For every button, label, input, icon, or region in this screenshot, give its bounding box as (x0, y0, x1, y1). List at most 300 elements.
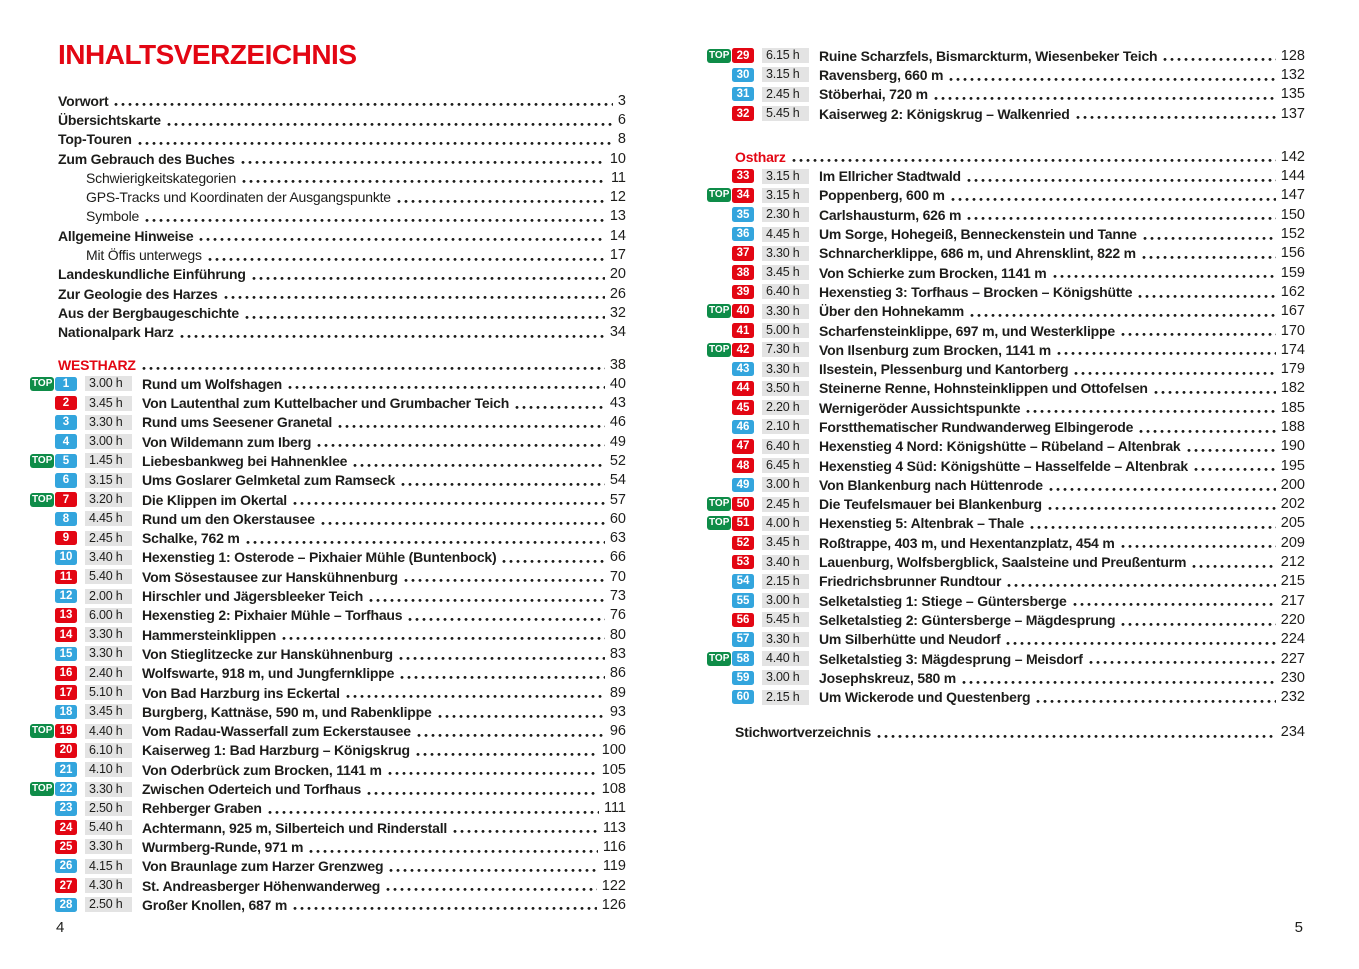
page-number: 70 (609, 568, 626, 585)
page-number: 113 (602, 819, 626, 836)
tour-title: Von Stieglitzecke zur Hanskühnenburg (142, 645, 393, 662)
tour-duration: 3.30 h (85, 839, 132, 854)
tour-row (30, 644, 626, 663)
tour-duration: 2.15 h (762, 690, 809, 705)
tour-row (30, 818, 626, 837)
tour-title: Von Bad Harzburg ins Eckertal (142, 684, 340, 701)
page-number: 122 (601, 877, 626, 894)
top-badge-slot (30, 479, 55, 481)
tour-number-badge: 39 (732, 285, 754, 300)
dotted-leader (949, 77, 1276, 82)
top-badge-slot (707, 484, 732, 486)
top-badge-slot (707, 677, 732, 679)
tour-duration: 6.45 h (762, 458, 809, 473)
top-badge-slot (30, 441, 55, 443)
front-matter-label: Landeskundliche Einführung (58, 266, 246, 283)
right-folio: 5 (1294, 919, 1303, 936)
dotted-leader (417, 733, 605, 738)
page-number: 80 (609, 626, 626, 643)
dotted-leader (515, 405, 605, 410)
tour-row (30, 548, 626, 567)
tour-duration: 3.45 h (762, 265, 809, 280)
tour-duration: 3.00 h (762, 670, 809, 685)
tour-duration: 3.00 h (85, 434, 132, 449)
tour-row (30, 606, 626, 625)
tour-number-badge: 49 (732, 478, 754, 493)
tour-title: Von Wildemann zum Iberg (142, 433, 312, 450)
tour-number-badge: 53 (732, 555, 754, 570)
tour-number-badge: 26 (55, 859, 77, 874)
page-number: 232 (1280, 689, 1305, 706)
top-badge-slot (30, 576, 55, 578)
top-badge-slot (707, 696, 732, 698)
page-number: 137 (1280, 105, 1305, 122)
tour-number-badge: 11 (55, 570, 77, 585)
page-number: 111 (603, 800, 626, 817)
tour-title: Über den Hohnekamm (819, 303, 964, 320)
top-badge-slot (707, 387, 732, 389)
dotted-leader (268, 810, 599, 815)
tour-duration: 6.15 h (762, 48, 809, 63)
front-matter-label: Zur Geologie des Harzes (58, 285, 218, 302)
tour-number-badge: 22 (55, 782, 77, 797)
section-label: WESTHARZ (58, 356, 136, 373)
tour-row (707, 437, 1305, 456)
tour-duration: 3.40 h (85, 550, 132, 565)
tour-row (707, 552, 1305, 571)
top-badge-slot (707, 175, 732, 177)
top-badge-slot (30, 377, 55, 391)
tour-duration: 2.40 h (85, 666, 132, 681)
tour-row (30, 393, 626, 412)
tour-title: Um Wickerode und Questenberg (819, 689, 1031, 706)
page-number: 12 (609, 189, 626, 206)
front-matter-label: Schwierigkeitskategorien (86, 169, 237, 186)
tour-number-badge: 24 (55, 820, 77, 835)
tour-title: Hexenstieg 1: Osterode – Pixhaier Mühle (Buntenbock) (142, 549, 497, 566)
tour-duration: 4.45 h (762, 227, 809, 242)
tour-row (707, 224, 1305, 243)
dotted-leader (1089, 660, 1276, 665)
dotted-leader (388, 771, 597, 776)
section-label: Ostharz (735, 148, 786, 165)
dotted-leader (1139, 429, 1276, 434)
tour-row (707, 340, 1305, 359)
front-matter-label: Top-Touren (58, 131, 132, 148)
tour-duration: 3.30 h (85, 782, 132, 797)
dotted-leader (1057, 351, 1276, 356)
top-badge: TOP (709, 189, 730, 201)
tour-row (30, 779, 626, 798)
tour-duration: 3.30 h (85, 646, 132, 661)
tour-number-badge: 50 (732, 497, 754, 512)
tour-duration: 2.45 h (762, 87, 809, 102)
dotted-leader (367, 791, 597, 796)
dotted-leader (138, 141, 613, 146)
dotted-leader (404, 578, 605, 583)
top-badge-slot (30, 672, 55, 674)
dotted-leader (142, 366, 605, 371)
tour-title: Josephskreuz, 580 m (819, 669, 957, 686)
front-matter-label: Nationalpark Harz (58, 324, 174, 341)
tour-number-badge: 14 (55, 627, 77, 642)
top-badge-slot (707, 330, 732, 332)
tour-title: Stöberhai, 720 m (819, 86, 928, 103)
dotted-leader (416, 752, 597, 757)
dotted-leader (338, 424, 605, 429)
ostharz-tour-list (707, 166, 1305, 706)
page-number: 3 (617, 92, 626, 109)
tour-row (707, 104, 1305, 123)
tour-number-badge: 51 (732, 516, 754, 531)
page-number: 93 (609, 703, 626, 720)
front-matter-label: Aus der Bergbaugeschichte (58, 304, 239, 321)
tour-title: Im Ellricher Stadtwald (819, 168, 961, 185)
tour-title: Von Schierke zum Brocken, 1141 m (819, 264, 1047, 281)
top-badge-slot (707, 426, 732, 428)
tour-row (30, 374, 626, 393)
tour-number-badge: 10 (55, 550, 77, 565)
tour-title: Von Ilsenburg zum Brocken, 1141 m (819, 341, 1051, 358)
tour-title: Achtermann, 925 m, Silberteich und Rinderstall (142, 819, 448, 836)
tour-number-badge: 36 (732, 227, 754, 242)
dotted-leader (438, 714, 605, 719)
top-badge-slot (30, 769, 55, 771)
tour-title: Steinerne Renne, Hohnsteinklippen und Ottofelsen (819, 380, 1148, 397)
dotted-leader (1074, 371, 1275, 376)
page-number: 217 (1280, 592, 1305, 609)
tour-title: Hexenstieg 4 Süd: Königshütte – Hasselfelde – Altenbrak (819, 457, 1188, 474)
tour-row (707, 359, 1305, 378)
dotted-leader (970, 313, 1276, 318)
tour-title: Zwischen Oderteich und Torfhaus (142, 781, 362, 798)
top-badge-slot (707, 600, 732, 602)
top-badge-slot (30, 711, 55, 713)
page-number: 89 (609, 684, 626, 701)
page-number: 144 (1280, 168, 1305, 185)
front-matter-label: Vorwort (58, 92, 109, 109)
tour-row (30, 567, 626, 586)
tour-number-badge: 4 (55, 434, 77, 449)
page-number: 34 (609, 324, 626, 341)
tour-row (30, 741, 626, 760)
tour-title: Schnarcherklippe, 686 m, und Ahrensklint, 822 m (819, 245, 1136, 262)
tour-title: Die Klippen im Okertal (142, 491, 287, 508)
tour-number-badge: 59 (732, 671, 754, 686)
tour-title: Poppenberg, 600 m (819, 187, 945, 204)
page-number: 66 (609, 549, 626, 566)
tour-duration: 6.00 h (85, 608, 132, 623)
tour-duration: 1.45 h (85, 453, 132, 468)
tour-title: Liebesbankweg bei Hahnenklee (142, 452, 348, 469)
tour-number-badge: 29 (732, 48, 754, 63)
top-badge-slot (707, 74, 732, 76)
page-number: 11 (610, 169, 626, 186)
dotted-leader (967, 216, 1276, 221)
front-matter-row (58, 323, 626, 342)
dotted-leader (934, 96, 1276, 101)
tour-title: Um Sorge, Hohegeiß, Benneckenstein und Tanne (819, 226, 1137, 243)
dotted-leader (293, 906, 597, 911)
top-badge-slot (30, 782, 55, 796)
tour-duration: 3.50 h (762, 381, 809, 396)
dotted-leader (145, 218, 605, 223)
top-badge: TOP (32, 725, 53, 737)
top-badge-slot (30, 749, 55, 751)
dotted-leader (389, 868, 598, 873)
tour-title: Hammersteinklippen (142, 626, 277, 643)
top-badge-slot (30, 692, 55, 694)
front-matter-row (86, 207, 626, 226)
tour-row (707, 186, 1305, 205)
section-header-westharz (58, 355, 626, 374)
tour-number-badge: 32 (732, 106, 754, 121)
tour-title: Von Lautenthal zum Kuttelbacher und Grumbacher Teich (142, 395, 510, 412)
dotted-leader (401, 482, 605, 487)
dotted-leader (1030, 525, 1276, 530)
top-badge-slot (707, 214, 732, 216)
dotted-leader (246, 540, 605, 545)
page-number: 76 (609, 607, 626, 624)
tour-duration: 3.30 h (762, 246, 809, 261)
tour-duration: 4.45 h (85, 511, 132, 526)
top-badge-slot (30, 402, 55, 404)
westharz-tour-list (30, 374, 626, 914)
dotted-leader (208, 257, 605, 262)
front-matter-row (58, 226, 626, 245)
tour-number-badge: 18 (55, 705, 77, 720)
tour-title: Wernigeröder Aussichtspunkte (819, 399, 1021, 416)
tour-duration: 3.20 h (85, 492, 132, 507)
page-number: 182 (1280, 380, 1305, 397)
tour-row (707, 417, 1305, 436)
page-number: 200 (1280, 476, 1305, 493)
top-badge-slot (707, 113, 732, 115)
tour-number-badge: 45 (732, 400, 754, 415)
tour-title: Um Silberhütte und Neudorf (819, 631, 1001, 648)
tour-title: Kaiserweg 2: Königskrug – Walkenried (819, 105, 1070, 122)
tour-title: Hexenstieg 5: Altenbrak – Thale (819, 515, 1024, 532)
tour-row (707, 85, 1305, 104)
tour-duration: 4.00 h (762, 516, 809, 531)
index-label: Stichwortverzeichnis (735, 724, 872, 741)
page-number: 212 (1280, 554, 1305, 571)
tour-row (707, 302, 1305, 321)
dotted-leader (408, 617, 605, 622)
page-number: 8 (617, 131, 626, 148)
page-number: 162 (1280, 283, 1305, 300)
page-number: 126 (601, 896, 626, 913)
top-badge-slot (707, 368, 732, 370)
dotted-leader (962, 680, 1276, 685)
tour-duration: 2.30 h (762, 207, 809, 222)
tour-number-badge: 40 (732, 304, 754, 319)
tour-title: Selketalstieg 1: Stiege – Güntersberge (819, 592, 1067, 609)
top-badge-slot (30, 518, 55, 520)
page-number: 119 (602, 858, 626, 875)
page-number: 49 (609, 433, 626, 450)
tour-title: Schalke, 762 m (142, 530, 240, 547)
tour-title: Hirschler und Jägersbleeker Teich (142, 588, 364, 605)
top-badge-slot (30, 827, 55, 829)
dotted-leader (1192, 564, 1276, 569)
page-number: 43 (609, 395, 626, 412)
front-matter-row (58, 265, 626, 284)
tour-title: Scharfensteinklippe, 697 m, und Westerklippe (819, 322, 1115, 339)
tour-row (30, 625, 626, 644)
page-number: 38 (609, 356, 626, 373)
tour-row (30, 529, 626, 548)
page-number: 6 (617, 111, 626, 128)
top-badge-slot (30, 653, 55, 655)
dotted-leader (1163, 57, 1275, 62)
tour-row (707, 166, 1305, 185)
page-number: 209 (1280, 534, 1305, 551)
page-number: 167 (1280, 303, 1305, 320)
dotted-leader (1143, 236, 1276, 241)
tour-title: Von Oderbrück zum Brocken, 1141 m (142, 761, 382, 778)
tour-row (30, 683, 626, 702)
top-badge-slot (707, 638, 732, 640)
page-number: 116 (602, 838, 626, 855)
tour-number-badge: 46 (732, 420, 754, 435)
top-badge-slot (30, 493, 55, 507)
tour-row (30, 722, 626, 741)
tour-title: Ilsestein, Plessenburg und Kantorberg (819, 361, 1069, 378)
dotted-leader (453, 829, 598, 834)
top-badge: TOP (709, 498, 730, 510)
top-badge-slot (30, 421, 55, 423)
tour-title: Großer Knollen, 687 m (142, 896, 288, 913)
tour-duration: 5.40 h (85, 569, 132, 584)
top-badge: TOP (709, 343, 730, 355)
page-number: 105 (601, 761, 626, 778)
tour-duration: 3.45 h (85, 396, 132, 411)
tour-row (707, 591, 1305, 610)
front-matter-list (30, 91, 626, 342)
top-badge-slot (30, 865, 55, 867)
page-number: 57 (609, 491, 626, 508)
tour-row (30, 760, 626, 779)
top-badge-slot (707, 188, 732, 202)
dotted-leader (1187, 448, 1276, 453)
tour-number-badge: 44 (732, 381, 754, 396)
tour-duration: 3.30 h (85, 415, 132, 430)
page-number: 234 (1280, 724, 1305, 741)
tour-number-badge: 28 (55, 898, 77, 913)
dotted-leader (309, 849, 598, 854)
top-badge-slot (707, 304, 732, 318)
page-number: 188 (1280, 418, 1305, 435)
page-number: 202 (1280, 496, 1305, 513)
tour-number-badge: 7 (55, 492, 77, 507)
top-badge-slot (707, 580, 732, 582)
tour-number-badge: 23 (55, 801, 77, 816)
tour-duration: 4.40 h (762, 651, 809, 666)
tour-row (30, 799, 626, 818)
left-folio: 4 (56, 919, 65, 936)
top-badge-slot (30, 537, 55, 539)
tour-title: Von Braunlage zum Harzer Grenzweg (142, 858, 384, 875)
top-badge-slot (30, 885, 55, 887)
tour-number-badge: 55 (732, 593, 754, 608)
top-badge: TOP (32, 783, 53, 795)
dotted-leader (242, 179, 606, 184)
tour-row (30, 451, 626, 470)
right-page-column (707, 46, 1305, 742)
tour-number-badge: 57 (732, 632, 754, 647)
front-matter-label: Mit Öffis unterwegs (86, 247, 202, 264)
dotted-leader (1053, 274, 1276, 279)
tour-number-badge: 21 (55, 762, 77, 777)
tour-row (707, 610, 1305, 629)
page-number: 83 (609, 645, 626, 662)
page-number: 63 (609, 530, 626, 547)
tour-number-badge: 34 (732, 188, 754, 203)
tour-row (707, 649, 1305, 668)
tour-title: Rund um Wolfshagen (142, 375, 283, 392)
tour-title: Rehberger Graben (142, 800, 262, 817)
page-number: 185 (1280, 399, 1305, 416)
tour-duration: 3.30 h (85, 627, 132, 642)
page-number: 32 (609, 304, 626, 321)
tour-duration: 5.45 h (762, 106, 809, 121)
tour-duration: 5.40 h (85, 820, 132, 835)
tour-number-badge: 33 (732, 169, 754, 184)
tour-number-badge: 41 (732, 323, 754, 338)
tour-number-badge: 31 (732, 87, 754, 102)
tour-row (707, 572, 1305, 591)
front-matter-label: Übersichtskarte (58, 111, 161, 128)
tour-title: Wurmberg-Runde, 971 m (142, 838, 304, 855)
dotted-leader (400, 675, 605, 680)
tour-title: Selketalstieg 3: Mägdesprung – Meisdorf (819, 650, 1083, 667)
tour-title: St. Andreasberger Höhenwanderweg (142, 877, 381, 894)
tour-number-badge: 1 (55, 377, 77, 392)
tour-row (30, 837, 626, 856)
tour-title: Carlshausturm, 626 m (819, 206, 962, 223)
tour-row (30, 702, 626, 721)
westharz-tour-list-continued (707, 46, 1305, 123)
tour-row (30, 664, 626, 683)
page-number: 40 (609, 375, 626, 392)
page-number: 128 (1280, 47, 1305, 64)
dotted-leader (114, 102, 612, 107)
tour-title: Kaiserweg 1: Bad Harzburg – Königskrug (142, 742, 410, 759)
front-matter-row (58, 284, 626, 303)
tour-duration: 4.40 h (85, 724, 132, 739)
tour-row (707, 321, 1305, 340)
dotted-leader (1194, 467, 1276, 472)
tour-number-badge: 3 (55, 415, 77, 430)
dotted-leader (282, 636, 605, 641)
front-matter-row (58, 91, 626, 110)
tour-title: Die Teufelsmauer bei Blankenburg (819, 496, 1042, 513)
top-badge-slot (30, 614, 55, 616)
tour-row (30, 490, 626, 509)
tour-number-badge: 43 (732, 362, 754, 377)
tour-number-badge: 52 (732, 536, 754, 551)
top-badge-slot (707, 497, 732, 511)
tour-number-badge: 25 (55, 840, 77, 855)
tour-duration: 2.45 h (762, 497, 809, 512)
page-number: 205 (1280, 515, 1305, 532)
tour-number-badge: 12 (55, 589, 77, 604)
top-badge: TOP (709, 49, 730, 61)
top-badge-slot (30, 634, 55, 636)
dotted-leader (877, 734, 1276, 739)
tour-title: Lauenburg, Wolfsbergblick, Saalsteine und Preußenturm (819, 554, 1187, 571)
